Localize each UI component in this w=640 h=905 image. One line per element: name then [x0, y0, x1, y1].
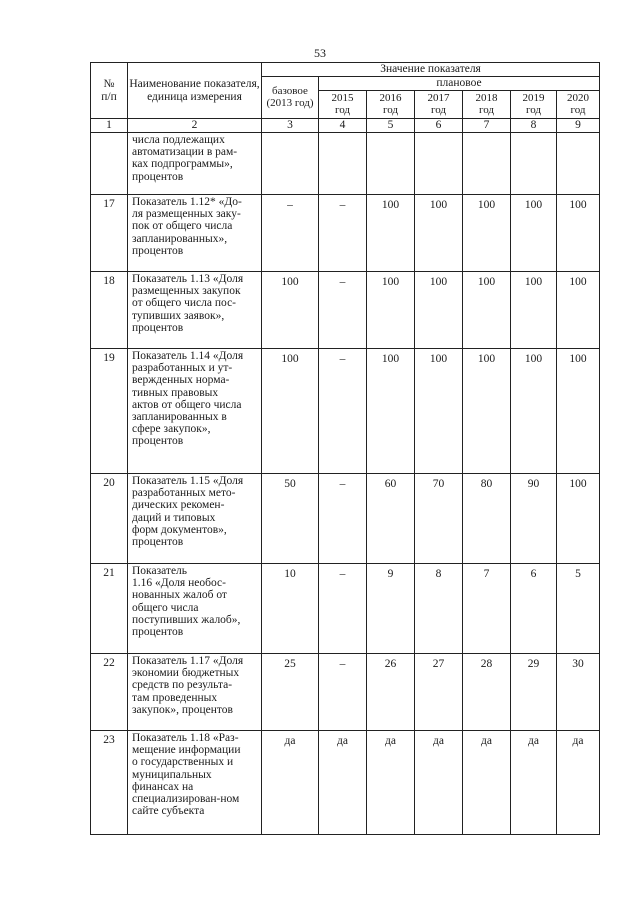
- value-text: да: [284, 735, 296, 747]
- value-text: 100: [429, 276, 448, 288]
- indicator-name-cell: [128, 564, 262, 654]
- value-cell: [463, 654, 511, 731]
- header-year-label: 2015 год: [331, 92, 354, 116]
- value-cell: [557, 272, 600, 349]
- indicator-name: Показатель 1.16 «Доля необос- нованных жалоб от общего числа поступивших жалоб», процентов: [132, 565, 241, 639]
- value-text: да: [528, 735, 539, 747]
- header-year-cell: [415, 91, 463, 119]
- value-cell: [367, 564, 415, 654]
- header-base-label: базовое (2013 год): [266, 85, 314, 109]
- table-row: [91, 272, 600, 349]
- value-text: 50: [284, 478, 296, 490]
- value-text: 100: [477, 199, 496, 211]
- value-cell: [319, 349, 367, 474]
- indicator-name: Показатель 1.12* «До- ля размещенных заку- пок от общего числа запланированных», процентов: [132, 196, 242, 257]
- value-cell: [511, 564, 557, 654]
- value-cell: [415, 195, 463, 272]
- value-cell: [463, 474, 511, 564]
- value-cell: [262, 133, 319, 195]
- indicator-name: Показатель 1.17 «Доля экономии бюджетных средств по результа- там проведенных закупок», процентов: [132, 655, 244, 716]
- header-value-group: Значение показателя: [262, 63, 600, 77]
- value-cell: [415, 474, 463, 564]
- value-cell: [415, 731, 463, 835]
- header-base-cell: [262, 77, 319, 119]
- value-text: [511, 133, 556, 137]
- value-text: 26: [384, 658, 397, 670]
- value-text: [367, 133, 414, 137]
- value-cell: [262, 731, 319, 835]
- row-number: 21: [91, 564, 128, 654]
- value-cell: [319, 474, 367, 564]
- value-text: [557, 133, 599, 137]
- value-cell: [415, 654, 463, 731]
- value-cell: [511, 654, 557, 731]
- row-number: 23: [91, 731, 128, 835]
- value-cell: [367, 195, 415, 272]
- value-cell: [319, 195, 367, 272]
- value-text: –: [339, 353, 346, 365]
- value-cell: [463, 195, 511, 272]
- table-row: [91, 195, 600, 272]
- value-cell: [319, 564, 367, 654]
- header-num-cell: [91, 63, 128, 119]
- table-row: [91, 474, 600, 564]
- value-text: [319, 133, 366, 137]
- indicator-name: Показатель 1.15 «Доля разработанных мето- дических рекомен- даций и типовых форм документов», процентов: [132, 475, 244, 549]
- value-cell: [463, 349, 511, 474]
- value-text: 6: [530, 568, 537, 580]
- value-cell: [415, 133, 463, 195]
- header-year-label: 2016 год: [379, 92, 402, 116]
- value-text: да: [337, 735, 348, 747]
- value-text: 100: [569, 276, 587, 288]
- header-planned: плановое: [319, 77, 600, 91]
- table-row: [91, 133, 600, 195]
- indicator-name-cell: [128, 272, 262, 349]
- header-year-label: 2018 год: [475, 92, 498, 116]
- column-index-cell: 2: [128, 119, 262, 133]
- value-text: 27: [432, 658, 445, 670]
- value-cell: [319, 133, 367, 195]
- value-text: 60: [384, 478, 397, 490]
- value-cell: [557, 349, 600, 474]
- value-text: 100: [429, 199, 448, 211]
- value-cell: [415, 349, 463, 474]
- row-number: [91, 133, 128, 195]
- value-text: 100: [477, 353, 496, 365]
- value-cell: [557, 133, 600, 195]
- value-text: 80: [480, 478, 493, 490]
- value-text: 100: [381, 276, 400, 288]
- header-year-cell: [319, 91, 367, 119]
- value-cell: [367, 474, 415, 564]
- value-text: 7: [483, 568, 490, 580]
- value-text: 9: [387, 568, 394, 580]
- row-number: 18: [91, 272, 128, 349]
- value-cell: [557, 654, 600, 731]
- table-row: [91, 564, 600, 654]
- header-year-label: 2019 год: [522, 92, 545, 116]
- value-text: да: [481, 735, 492, 747]
- value-cell: [367, 731, 415, 835]
- value-cell: [262, 272, 319, 349]
- value-text: –: [339, 658, 346, 670]
- column-index-cell: 6: [415, 119, 463, 133]
- indicator-name-cell: [128, 474, 262, 564]
- value-cell: [557, 195, 600, 272]
- value-cell: [262, 349, 319, 474]
- indicator-name: Показатель 1.13 «Доля размещенных закупок от общего числа пос- тупивших заявок», процентов: [132, 273, 244, 334]
- value-cell: [415, 564, 463, 654]
- value-cell: [367, 133, 415, 195]
- value-text: да: [572, 735, 584, 747]
- value-text: 25: [284, 658, 296, 670]
- value-cell: [319, 731, 367, 835]
- page-number: 53: [314, 46, 326, 60]
- value-cell: [557, 474, 600, 564]
- column-index-cell: 3: [262, 119, 319, 133]
- value-cell: [557, 564, 600, 654]
- value-text: 5: [575, 568, 581, 580]
- table-row: [91, 731, 600, 835]
- value-text: 100: [524, 276, 543, 288]
- indicator-name-cell: [128, 349, 262, 474]
- indicator-name-cell: [128, 133, 262, 195]
- value-cell: [463, 272, 511, 349]
- value-text: 100: [429, 353, 448, 365]
- header-year-cell: [511, 91, 557, 119]
- value-text: 90: [527, 478, 540, 490]
- value-cell: [262, 654, 319, 731]
- value-text: –: [287, 199, 293, 211]
- value-text: 100: [477, 276, 496, 288]
- value-cell: [262, 474, 319, 564]
- value-text: 100: [524, 199, 543, 211]
- value-text: 100: [281, 276, 299, 288]
- value-text: 30: [572, 658, 584, 670]
- value-text: 10: [284, 568, 296, 580]
- value-text: [262, 133, 318, 137]
- column-index-cell: 7: [463, 119, 511, 133]
- value-cell: [367, 349, 415, 474]
- value-cell: [511, 474, 557, 564]
- value-text: –: [339, 199, 346, 211]
- value-text: 100: [381, 199, 400, 211]
- value-text: –: [339, 276, 346, 288]
- value-text: –: [339, 478, 346, 490]
- row-number: 20: [91, 474, 128, 564]
- column-index-cell: 4: [319, 119, 367, 133]
- value-text: 8: [435, 568, 442, 580]
- column-index-cell: 1: [91, 119, 128, 133]
- indicator-name: Показатель 1.14 «Доля разработанных и ут- вержденных норма- тивных правовых актов от общего числа запланированных в сфере закупок», процентов: [132, 350, 244, 448]
- header-name-label: Наименование показателя, единица измерения: [129, 78, 260, 103]
- value-cell: [511, 349, 557, 474]
- value-cell: [463, 564, 511, 654]
- indicator-name-cell: [128, 195, 262, 272]
- column-index-cell: 5: [367, 119, 415, 133]
- value-cell: [319, 654, 367, 731]
- value-text: 100: [569, 353, 587, 365]
- column-index-cell: 9: [557, 119, 600, 133]
- value-text: –: [339, 568, 346, 580]
- value-cell: [557, 731, 600, 835]
- value-text: 100: [281, 353, 299, 365]
- indicator-name-cell: [128, 731, 262, 835]
- value-text: да: [385, 735, 396, 747]
- indicator-name: числа подлежащих автоматизации в рам- ках подпрограммы», процентов: [132, 134, 238, 183]
- table-row: [91, 654, 600, 731]
- value-cell: [463, 731, 511, 835]
- value-cell: [367, 654, 415, 731]
- value-cell: [511, 133, 557, 195]
- value-text: 28: [480, 658, 493, 670]
- value-cell: [511, 731, 557, 835]
- value-cell: [367, 272, 415, 349]
- value-cell: [262, 195, 319, 272]
- value-text: 100: [569, 478, 587, 490]
- indicator-name-cell: [128, 654, 262, 731]
- value-text: 29: [527, 658, 540, 670]
- indicator-name: Показатель 1.18 «Раз- мещение информации о государственных и муниципальных финансах на специализирован-ном сайте субъекта: [132, 732, 241, 818]
- row-number: 17: [91, 195, 128, 272]
- indicator-table: [90, 62, 600, 835]
- value-cell: [511, 195, 557, 272]
- value-text: 100: [569, 199, 587, 211]
- header-year-label: 2020 год: [567, 92, 590, 116]
- value-text: 100: [381, 353, 400, 365]
- value-text: да: [433, 735, 444, 747]
- row-number: 22: [91, 654, 128, 731]
- value-cell: [511, 272, 557, 349]
- value-text: 70: [432, 478, 445, 490]
- value-cell: [463, 133, 511, 195]
- header-name-cell: [128, 63, 262, 119]
- header-num-label: № п/п: [101, 78, 117, 103]
- column-index-cell: 8: [511, 119, 557, 133]
- header-year-cell: [463, 91, 511, 119]
- value-text: 100: [524, 353, 543, 365]
- row-number: 19: [91, 349, 128, 474]
- header-year-cell: [367, 91, 415, 119]
- value-text: [463, 133, 510, 137]
- value-text: [415, 133, 462, 137]
- value-cell: [319, 272, 367, 349]
- value-cell: [415, 272, 463, 349]
- value-cell: [262, 564, 319, 654]
- header-year-cell: [557, 91, 600, 119]
- table-row: [91, 349, 600, 474]
- header-year-label: 2017 год: [427, 92, 450, 116]
